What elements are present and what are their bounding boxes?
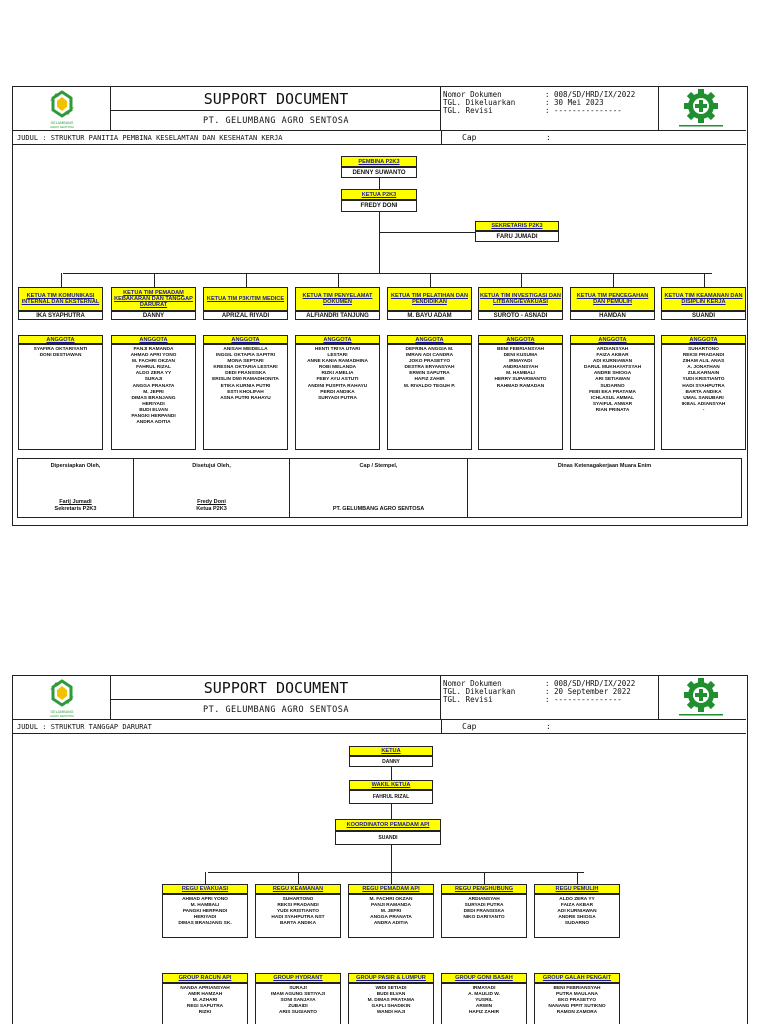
team-member: IKBAL ADIANSYAH (681, 401, 726, 407)
revision-date-label: TGL. Revisi (443, 106, 493, 115)
team-member: JOKO PRASETYO (408, 359, 451, 365)
team-member: DEFRINA ANGGIA M. (405, 347, 454, 352)
connector-line (208, 872, 584, 873)
team-title: KETUA TIM PENYELAMAT DOKUMEN (295, 287, 380, 311)
team-member: PERDI ANDIKA (320, 389, 355, 395)
team-members (18, 344, 103, 450)
connector-line (154, 273, 155, 287)
team-member: REKSI PRADANDI (682, 353, 725, 359)
doc-number-label: Nomor Dokumen (443, 679, 502, 688)
team-members (570, 344, 655, 450)
dinas-label: Dinas Ketenagakerjaan Muara Enim (557, 463, 652, 469)
group-member: PUTRA MAULANA (556, 992, 598, 998)
team-title: KETUA TIM PELATIHAN DAN PENDIDIKAN (387, 287, 472, 311)
group-member: HAFIZ ZAHIR (468, 1010, 500, 1016)
regu-member: SUDARNO (564, 921, 590, 927)
team-member: DEDI FRANSISKA (225, 371, 266, 377)
ketua-name: DANNY (349, 756, 433, 767)
group-member: WANDI HAJI (376, 1010, 406, 1016)
team-member: ARI SETIAWAN (595, 377, 630, 383)
group-title: GROUP GONI BASAH (441, 973, 527, 983)
sekretaris-title: SEKRETARIS P2K3 (475, 221, 559, 231)
svg-text:AGRO SENTOSA: AGRO SENTOSA (50, 125, 74, 129)
team-leader: SUROTO - ASNADI (478, 311, 563, 320)
connector-line (704, 273, 705, 287)
team-member: INGGIL OKTAPIA SAPITRI (215, 353, 276, 359)
team-member: FAHRUL RIZAL (136, 365, 171, 371)
koordinator-name: SUANDI (335, 831, 441, 845)
team-member: ANISAH MEIDELLA (223, 347, 268, 352)
connector-line (379, 232, 475, 233)
document-p2k3-structure (12, 86, 748, 526)
connector-line (63, 273, 712, 274)
ketua-title: KETUA P2K3 (341, 189, 417, 200)
team-member: ANDINI PUSPITA RAHAYU (307, 383, 368, 389)
group-member: YUSRIL (475, 998, 493, 1004)
team-member: DENI KUSUMA (503, 353, 538, 359)
group-members (441, 983, 527, 1024)
wakil-name: FAHRUL RIZAL (349, 790, 433, 804)
team-member: UMAL SANUBARI (683, 395, 724, 401)
anggota-label: ANGGOTA (203, 335, 288, 344)
issue-date-label: TGL. Dikeluarkan (443, 98, 516, 107)
group-members (255, 983, 341, 1024)
team-members (111, 344, 196, 450)
company-name: PT. GELUMBANG AGRO SENTOSA (202, 116, 350, 126)
team-member: PANGKI HERPANDI (131, 414, 176, 420)
subject-text: JUDUL : STRUKTUR PANITIA PEMBINA KESELAMTAN DAN KESEHATAN KERJA (17, 134, 283, 142)
issue-date-label: TGL. Dikeluarkan (443, 687, 516, 696)
team-member: M. RIVALDO TEGUH P. (403, 383, 456, 389)
team-member: RIZKI AMELIA (321, 371, 354, 377)
team-title: KETUA TIM PENCEGAHAN DAN PEMULIH (570, 287, 655, 311)
company-logo (13, 87, 111, 131)
group-member: NANDA APRIANSYAH (180, 986, 230, 991)
group-member: RIZKI (198, 1010, 212, 1016)
regu-members (534, 894, 620, 938)
regu-members (162, 894, 248, 938)
team-member: ERISLIN DWI RAMADHONITA (212, 377, 279, 383)
approved-by-label: Disetujui Oleh, (192, 463, 231, 469)
regu-member: M. JEFRI (380, 909, 402, 915)
team-leader: DANNY (111, 311, 196, 320)
svg-text:GELUMBANG: GELUMBANG (50, 710, 74, 714)
team-title: KETUA TIM P3K/TIM MEDICE (203, 287, 288, 311)
regu-member: SURYADI PUTRA (464, 903, 504, 909)
document-subject (13, 720, 746, 734)
regu-member: M. HAMBALI (190, 903, 220, 909)
team-member: BARTA ANDIKA (685, 389, 722, 395)
team-member: HADI SYAHPUTRA (682, 383, 725, 389)
group-member: M. DIMAS PRATAMA (367, 998, 415, 1004)
connector-line (613, 273, 614, 287)
prepared-by-label: Dipersiapkan Oleh, (50, 463, 101, 469)
signature-footer (17, 458, 742, 518)
team-member: ANDRA ADITIA (136, 420, 171, 426)
team-member: A. JONATHAN (687, 365, 720, 371)
k3-safety-logo (659, 87, 746, 131)
team-leader: IKA SYAPHUTRA (18, 311, 103, 320)
cap-value: : (546, 133, 551, 142)
doc-number-label: Nomor Dokumen (443, 90, 502, 99)
connector-line (338, 273, 339, 287)
team-member: ETIKA KURNIA PUTRI (220, 383, 271, 389)
team-leader: HAMDAN (570, 311, 655, 320)
regu-member: ANDRA ADITIA (373, 921, 409, 927)
team-member: RIAN PRINATA (595, 407, 630, 413)
team-member: ERWIN SAPUTRA (409, 371, 450, 377)
team-member: HERIYADI (142, 401, 165, 407)
team-member: DONI DESTIAWAN (39, 353, 82, 359)
anggota-label: ANGGOTA (18, 335, 103, 344)
svg-text:GELUMBANG: GELUMBANG (50, 121, 74, 125)
team-member: ROBI MELANDA (318, 365, 357, 371)
team-member: ANDRE SHIOGA (593, 371, 632, 377)
regu-member: FAIZA AKBAR (560, 903, 594, 909)
regu-member: ANDRE SHIOGA (558, 915, 596, 921)
stamp-company: PT. GELUMBANG AGRO SENTOSA (332, 506, 425, 512)
team-member: FEBY AYU ASTUTI (316, 377, 359, 383)
group-member: ARWIN (475, 1004, 493, 1010)
team-member: SUDARNO (600, 383, 625, 389)
revision-date-value: : --------------- (545, 106, 622, 115)
document-meta (441, 87, 659, 131)
connector-line (391, 872, 392, 884)
document-header (13, 676, 746, 720)
group-member: BENI FEBRIANSYAH (553, 986, 601, 991)
group-member: AMIR HAMZAH (187, 992, 223, 998)
regu-member: ARDIANSYAH (468, 897, 500, 902)
team-leader: ALFIANDRI TANJUNG (295, 311, 380, 320)
team-member: BENI FEBRIANSYAH (497, 347, 544, 352)
pembina-title: PEMBINA P2K3 (341, 156, 417, 167)
team-member: - (702, 407, 705, 413)
team-member: ANDRIANSYAH (502, 365, 538, 371)
cap-value: : (546, 722, 551, 731)
regu-member: PANGKI HERPANDI (182, 909, 228, 915)
group-title: GROUP RACUN API (162, 973, 248, 983)
stamp-label: Cap / Stempel, (359, 463, 398, 469)
regu-member: ADI KURNIAWAN (557, 909, 597, 915)
team-members (203, 344, 288, 450)
pembina-name: DENNY SUWANTO (341, 167, 417, 178)
approved-by-name: Fredy Doni (197, 499, 226, 505)
anggota-label: ANGGOTA (387, 335, 472, 344)
koordinator-title: KOORDINATOR PEMADAM API (335, 819, 441, 831)
team-member: DESTRA ERYANSYAH (404, 365, 455, 371)
team-title: KETUA TIM KEAMANAN DAN DISIPLIN KERJA (661, 287, 746, 311)
team-members (295, 344, 380, 450)
document-title: SUPPORT DOCUMENT (111, 87, 441, 111)
connector-line (379, 212, 380, 273)
connector-line (391, 845, 392, 873)
regu-member: YUDI KRISTIANTO (276, 909, 320, 915)
group-title: GROUP PASIR & LUMPUR (348, 973, 434, 983)
group-member: IMAM AGUNG SETIYAJI (270, 992, 326, 998)
team-member: HERRY SUPARWANTO (494, 377, 547, 383)
group-member: BUDI ELVAN (376, 992, 406, 998)
wakil-title: WAKIL KETUA (349, 780, 433, 790)
group-title: GROUP GALAH PENGAIT (534, 973, 620, 983)
regu-members (441, 894, 527, 938)
team-member: M. HAMBALI (506, 371, 535, 377)
connector-line (484, 872, 485, 884)
approved-by-role: Ketua P2K3 (196, 506, 227, 512)
regu-member: REKSI PRADANDI (277, 903, 319, 909)
regu-title: REGU PEMULIH (534, 884, 620, 894)
team-member: HENTI TRIYA UTARI (314, 347, 361, 352)
team-member: IRMAYADI (509, 359, 532, 365)
team-member: ZIHAM ALIL ANAS (682, 359, 725, 365)
team-member: ICHLASUL AMMAL (590, 395, 635, 401)
team-member: SYAIFUL ANWAR (592, 401, 633, 407)
regu-member: AHMAD APRI YONO (182, 897, 228, 902)
group-member: SONI SANJAYA (280, 998, 316, 1004)
revision-date-value: : --------------- (545, 695, 622, 704)
group-member: ZUBAIDI (288, 1004, 308, 1010)
team-member: SUHARTONO (688, 347, 719, 352)
group-member: GAFLI SHADIKIN (371, 1004, 411, 1010)
connector-line (379, 178, 380, 189)
anggota-label: ANGGOTA (661, 335, 746, 344)
group-member: REGI SAPUTRA (186, 1004, 224, 1010)
team-member: ANGGA PRANATA (132, 383, 175, 389)
team-member: SYAFIRA OKTARIYANTI (33, 347, 88, 352)
team-member: M. FACHRI OKZAN (132, 359, 175, 365)
prepared-by-name: Farij Jumadi (59, 499, 92, 505)
team-leader: M. BAYU ADAM (387, 311, 472, 320)
group-member: RAMON ZAMORA (556, 1010, 598, 1016)
team-member: DARUL MUKHAYATSYAH (583, 365, 642, 371)
regu-member: ANGGA PRANATA (370, 915, 412, 921)
svg-text:AGRO SENTOSA: AGRO SENTOSA (50, 714, 74, 718)
connector-line (391, 804, 392, 819)
team-member: ALDO ZERA YY (135, 371, 172, 377)
group-members (348, 983, 434, 1024)
k3-safety-logo (659, 676, 746, 720)
regu-member: DEDI FRANSISKA (463, 909, 505, 915)
team-member: PANJI RAMANDA (133, 347, 174, 352)
team-title: KETUA TIM KOMUNIKASI INTERNAL DAN EKSTERNAL (18, 287, 103, 311)
team-member: BUDI ELVAN (139, 407, 168, 413)
team-member: MONA SEPTARI (227, 359, 264, 365)
regu-member: HADI SYAHPUTRA NST (271, 915, 325, 921)
subject-text: JUDUL : STRUKTUR TANGGAP DARURAT (17, 723, 152, 731)
sekretaris-name: FARU JUMADI (475, 231, 559, 242)
prepared-by-role: Sekretaris P2K3 (54, 506, 97, 512)
document-emergency-structure (12, 675, 748, 1024)
connector-line (391, 767, 392, 780)
group-member: M. AZHARI (192, 998, 218, 1004)
regu-title: REGU PEMADAM API (348, 884, 434, 894)
team-member: ZULKARNAIN (687, 371, 720, 377)
team-title: KETUA TIM PEMADAM KEBAKARAN DAN TANGGAP DARURAT (111, 287, 196, 311)
regu-member: BARTA ANDIKA (279, 921, 317, 927)
regu-title: REGU KEAMANAN (255, 884, 341, 894)
team-member: ESTI KHOLIFAH (227, 389, 264, 395)
cap-label: Cap (462, 722, 477, 731)
doc-number-value: : 008/SD/HRD/IX/2022 (545, 679, 636, 688)
document-title: SUPPORT DOCUMENT (111, 676, 441, 700)
team-member: ASNA PUTRI RAHAYU (220, 395, 271, 401)
anggota-label: ANGGOTA (111, 335, 196, 344)
connector-line (577, 872, 578, 884)
team-member: YUDI KRISTIANTO (682, 377, 725, 383)
connector-line (246, 273, 247, 287)
team-member: DIMAS BRANJANG (131, 395, 176, 401)
group-member: EKO PRASETYO (557, 998, 597, 1004)
regu-member: HERIYADI (193, 915, 217, 921)
regu-member: DIMAS BRANJANG SK. (178, 921, 232, 927)
team-member: RAHMAD RAMADAN (496, 383, 545, 389)
anggota-label: ANGGOTA (478, 335, 563, 344)
regu-member: PANJI RAMANDA (371, 903, 411, 909)
team-member: LESTARI (327, 353, 348, 359)
document-header (13, 87, 746, 131)
regu-members (255, 894, 341, 938)
team-member: IMRAN ADI CANDRA (405, 353, 454, 359)
team-member: AHMAD APRI YONO (130, 353, 177, 359)
document-meta (441, 676, 659, 720)
connector-line (430, 273, 431, 287)
team-member: SURAJI (144, 377, 163, 383)
document-subject (13, 131, 746, 145)
issue-date-value: : 20 September 2022 (545, 687, 631, 696)
team-members (387, 344, 472, 450)
issue-date-value: : 30 Mei 2023 (545, 98, 604, 107)
anggota-label: ANGGOTA (295, 335, 380, 344)
group-member: A. MAULID W. (468, 992, 500, 998)
group-member: ARIS SUGIANTO (278, 1010, 318, 1016)
ketua-name: FREDY DONI (341, 200, 417, 212)
group-members (534, 983, 620, 1024)
team-members (661, 344, 746, 450)
team-member: ARDIANSYAH (596, 347, 629, 352)
regu-member: M. FACHRI OKZAN (369, 897, 413, 902)
group-member: IRMAYADI (472, 986, 496, 991)
connector-line (298, 872, 299, 884)
team-member: SURYADI PUTRA (318, 395, 357, 401)
regu-members (348, 894, 434, 938)
company-name: PT. GELUMBANG AGRO SENTOSA (202, 705, 350, 715)
team-member: KRESNA OKTARIA LESTARI (213, 365, 278, 371)
team-title: KETUA TIM INVESTIGASI DAN LITBANG/EVAKUASI (478, 287, 563, 311)
group-member: NANANG PIPIT SUTIKNO (548, 1004, 606, 1010)
team-member: FEBI EKA PRATAMA (589, 389, 636, 395)
team-members (478, 344, 563, 450)
team-member: M. JEPRI (143, 389, 164, 395)
team-member: ADI KURNIAWAN (592, 359, 633, 365)
connector-line (61, 273, 62, 287)
ketua-title: KETUA (349, 746, 433, 756)
connector-line (205, 872, 206, 884)
regu-title: REGU EVAKUASI (162, 884, 248, 894)
team-member: ANNE KANIA RAMADHINA (307, 359, 368, 365)
group-member: WIDI SETIADI (375, 986, 407, 991)
team-leader: APRIZAL RIYADI (203, 311, 288, 320)
group-title: GROUP HYDRANT (255, 973, 341, 983)
team-member: HAFIZ ZAHIR (414, 377, 445, 383)
team-member: FAIZA AKBAR (596, 353, 629, 359)
anggota-label: ANGGOTA (570, 335, 655, 344)
regu-member: ALDO ZERA YY (559, 897, 595, 902)
regu-title: REGU PENGHUBUNG (441, 884, 527, 894)
group-members (162, 983, 248, 1024)
regu-member: SUHARTONO (282, 897, 314, 902)
team-leader: SUANDI (661, 311, 746, 320)
doc-number-value: : 008/SD/HRD/IX/2022 (545, 90, 636, 99)
connector-line (521, 273, 522, 287)
cap-label: Cap (462, 133, 477, 142)
regu-member: NIKO DARIYANTO (463, 915, 505, 921)
group-member: SURAJI (289, 986, 307, 991)
company-logo (13, 676, 111, 720)
revision-date-label: TGL. Revisi (443, 695, 493, 704)
